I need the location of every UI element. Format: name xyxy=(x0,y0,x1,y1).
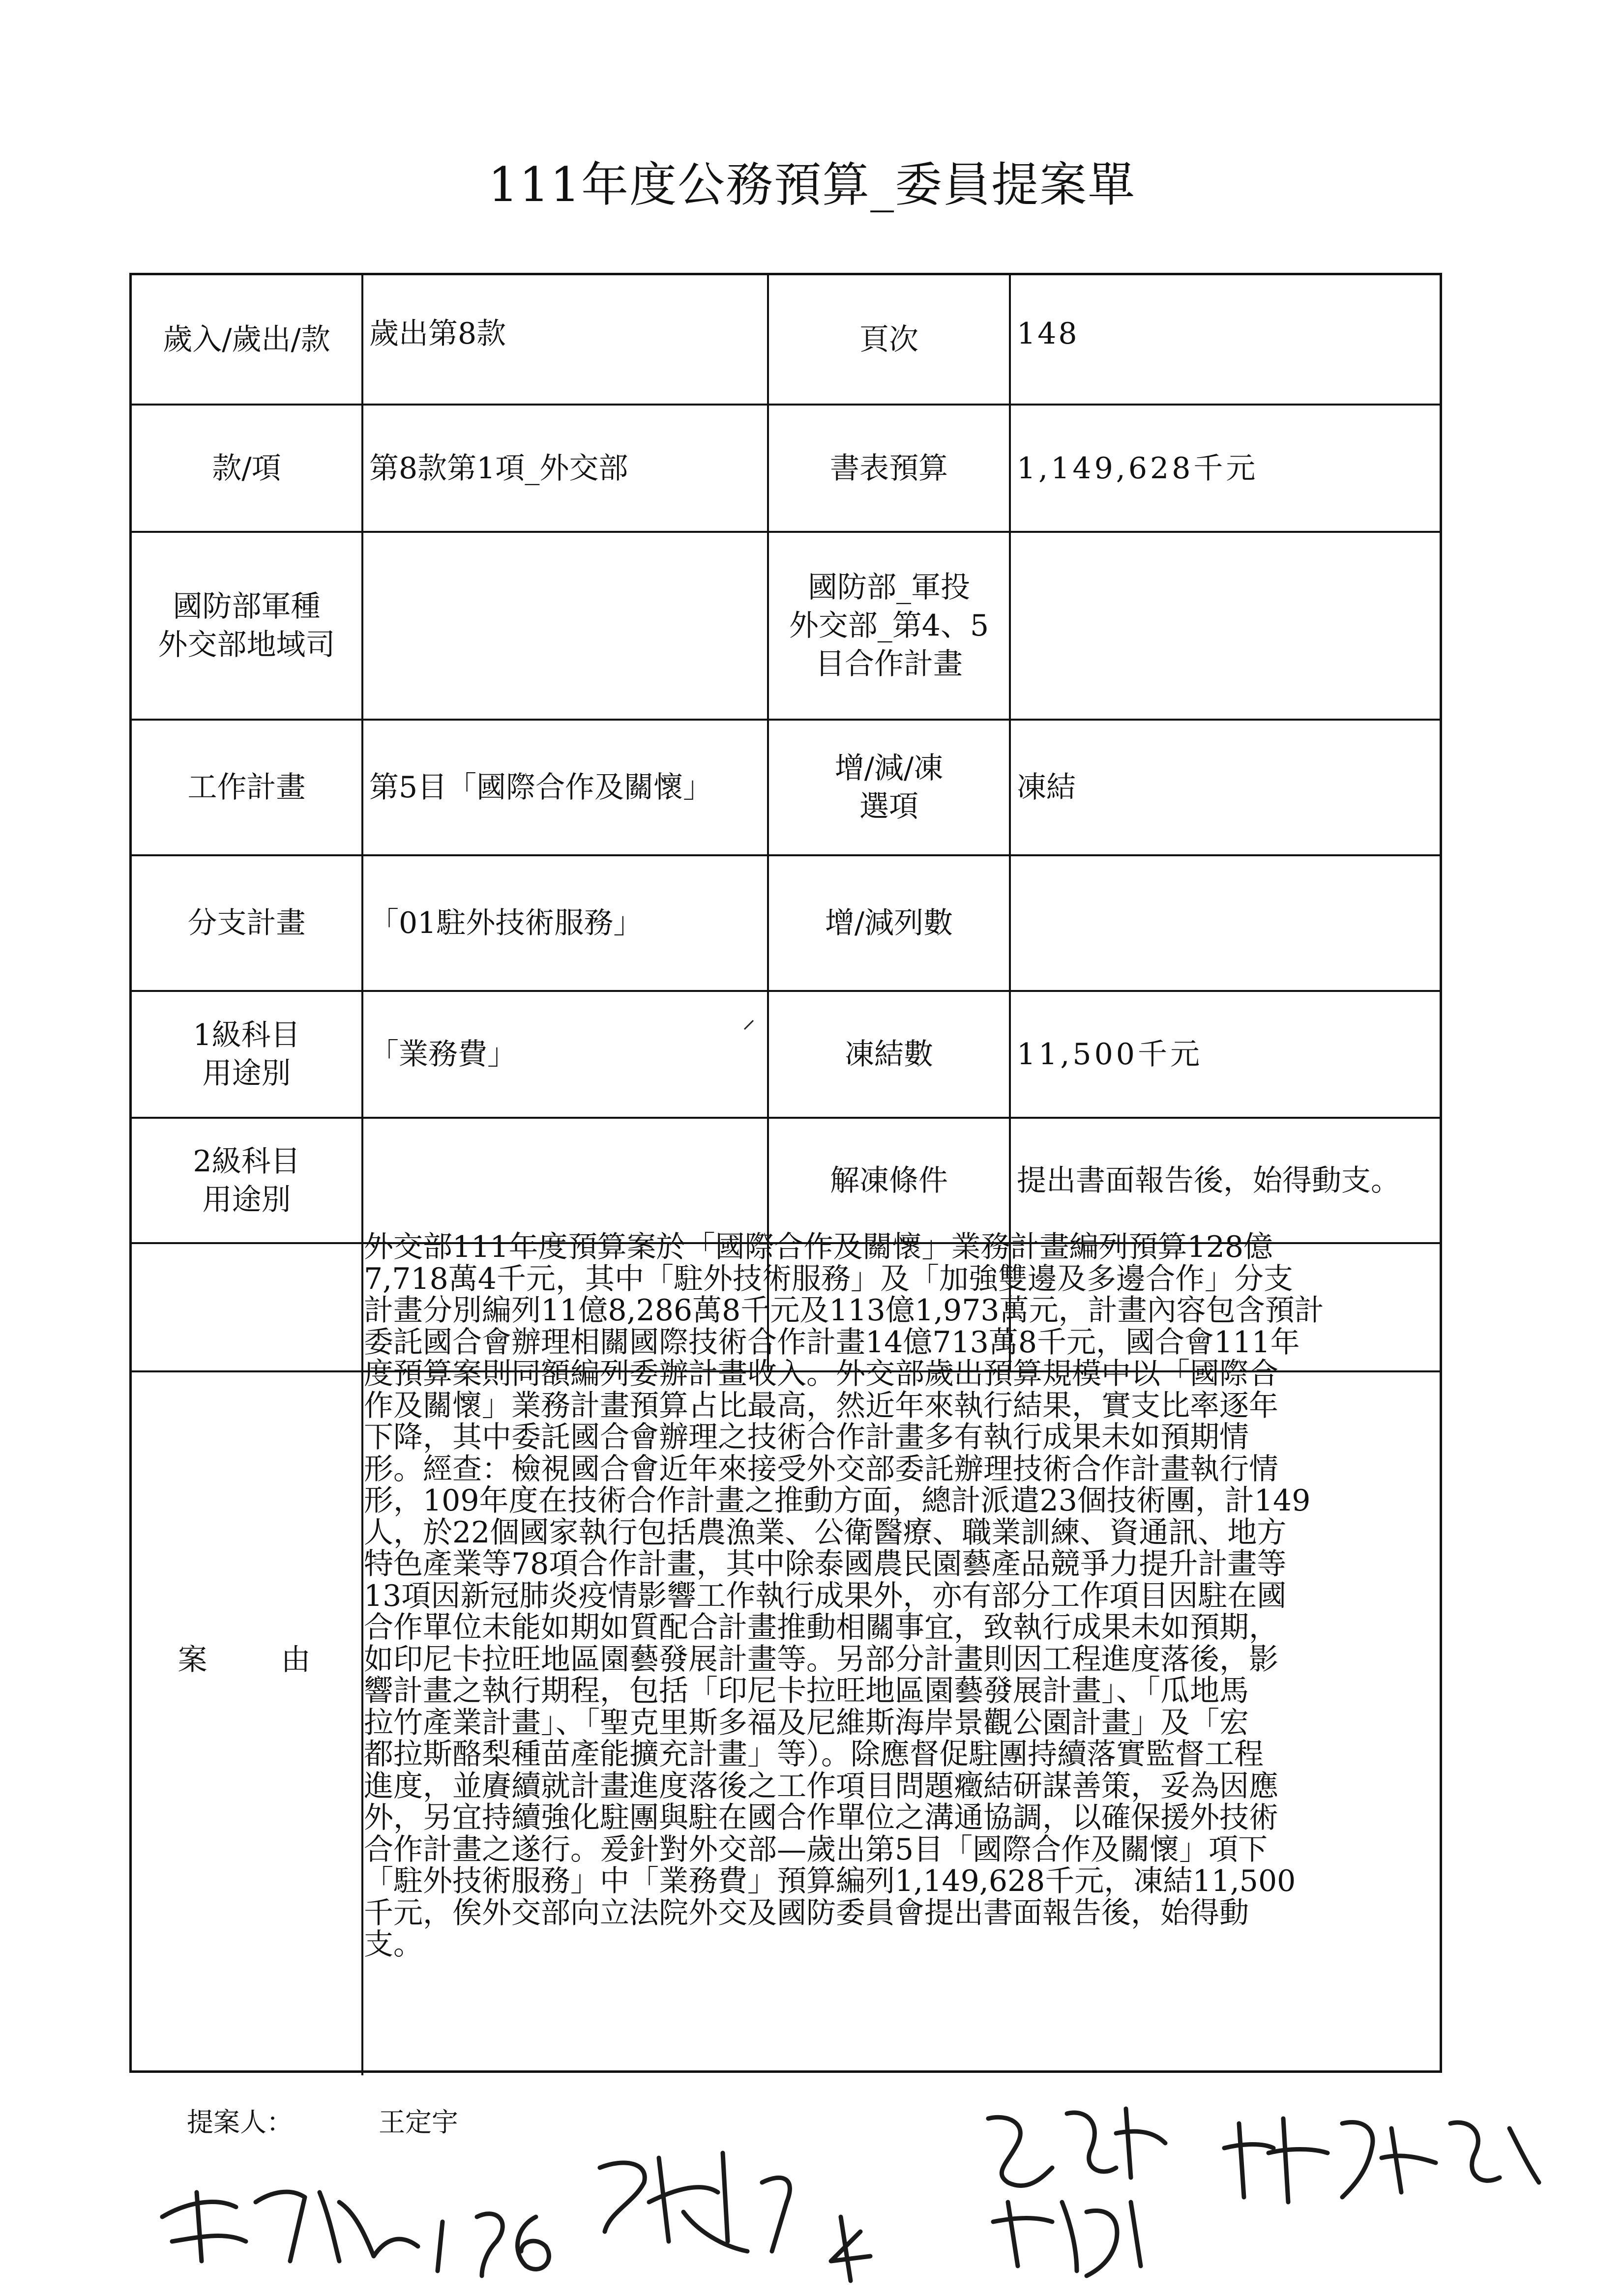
value-adjust-amount xyxy=(1011,856,1444,990)
reason-text: 外交部111年度預算案於「國際合作及關懷」業務計畫編列預算128億 7,718萬4千元，其中「駐外技術服務」及「加強雙邊及多邊合作」分支 計畫分別編列11億8,286萬8千元及113億1,973萬元，計畫內容包含預計 委託國合會辦理相關國際技術合作計畫14億713萬8千元，國合會111年 度預算案則同額編列委辦計畫收入。外交部歲出預算規模中以「國際合 作及關懷」業務計畫預算占比最高，然近年來執行結果，實支比率逐年 下降，其中委託國合會辦理之技術合作計畫多有執行成果未如預期情 形。經查：檢視國合會近年來接受外交部委託辦理技術合作計畫執行情 形，109年度在技術合作計畫之推動方面，總計派遣23個技術團，計149 人，於22個國家執行包括農漁業、公衛醫療、職業訓練、資通訊、地方 特色產業等78項合作計畫，其中除泰國農民園藝產品競爭力提升計畫等 13項因新冠肺炎疫情影響工作執行成果外，亦有部分工作項目因駐在國 合作單位未能如期如質配合計畫推動相關事宜，致執行成果未如預期， 如印尼卡拉旺地區園藝發展計畫等。另部分計畫則因工程進度落後，影 響計畫之執行期程，包括「印尼卡拉旺地區園藝發展計畫」、「瓜地馬 拉竹產業計畫」、「聖克里斯多福及尼維斯海岸景觀公園計畫」及「宏 都拉斯酪梨種苗產能擴充計畫」等）。除應督促駐團持續落實監督工程 進度，並賡續就計畫進度落後之工作項目問題癥結研謀善策，妥為因應 外，另宜持續強化駐團與駐在國合作單位之溝通協調，以確保援外技術 合作計畫之遂行。爰針對外交部—歲出第5目「國際合作及關懷」項下 「駐外技術服務」中「業務費」預算編列1,149,628千元，凍結11,500 千元，俟外交部向立法院外交及國防委員會提出書面報告後，始得動 支。 xyxy=(364,1230,1324,1962)
label-page-number: 頁次 xyxy=(859,322,918,357)
label-program-scope xyxy=(769,533,1009,719)
label-adjust-option-line1: 增/減/凍 xyxy=(834,751,944,785)
label-adjust-option-line2: 選項 xyxy=(859,789,918,824)
label-level1-purpose-line1: 1級科目 xyxy=(193,1018,300,1052)
value-budget-amount: 1,149,628千元 xyxy=(1017,451,1259,486)
label-program-scope-line2: 外交部_第4、5 xyxy=(789,609,989,643)
label-adjust-amount: 增/減列數 xyxy=(825,906,953,940)
value-level2-purpose xyxy=(363,1119,767,1242)
value-branch-plan: 「01駐外技術服務」 xyxy=(369,906,643,940)
label-program-scope-line3: 目合作計畫 xyxy=(815,647,963,681)
value-freeze-amount: 11,500千元 xyxy=(1017,1037,1203,1072)
label-level2-purpose xyxy=(132,1119,361,1242)
label-section-item: 款/項 xyxy=(212,451,281,486)
handwritten-signatures xyxy=(143,2055,1568,2291)
label-budget-amount: 書表預算 xyxy=(830,451,948,486)
label-level1-purpose xyxy=(132,992,361,1117)
label-freeze-amount: 凍結數 xyxy=(845,1037,933,1072)
label-work-plan: 工作計畫 xyxy=(187,770,306,805)
label-department-line1: 國防部軍種 xyxy=(173,589,321,624)
stray-mark xyxy=(742,1017,757,1032)
value-budget-category: 歲出第8款 xyxy=(369,317,506,351)
proposer-name: 王定宇 xyxy=(379,2107,458,2138)
label-level2-purpose-line2: 用途別 xyxy=(202,1182,291,1217)
value-program-scope xyxy=(1011,533,1444,719)
label-program-scope-line1: 國防部_軍投 xyxy=(808,570,970,605)
label-branch-plan: 分支計畫 xyxy=(187,906,306,940)
value-work-plan: 第5目「國際合作及關懷」 xyxy=(369,770,713,805)
value-page-number: 148 xyxy=(1017,317,1079,351)
label-department-line2: 外交部地域司 xyxy=(158,628,335,662)
value-unfreeze-condition: 提出書面報告後，始得動支。 xyxy=(1017,1163,1400,1198)
label-reason: 案 由 xyxy=(177,1642,316,1677)
label-budget-category: 歲入/歲出/款 xyxy=(163,322,330,357)
value-level1-purpose: 「業務費」 xyxy=(369,1037,517,1072)
label-level1-purpose-line2: 用途別 xyxy=(202,1056,291,1091)
value-section-item: 第8款第1項_外交部 xyxy=(369,451,628,486)
label-unfreeze-condition: 解凍條件 xyxy=(830,1163,948,1198)
label-department xyxy=(132,533,361,719)
proposer-label: 提案人： xyxy=(187,2107,293,2138)
form-title: 111年度公務預算_委員提案單 xyxy=(488,157,1136,212)
value-department xyxy=(363,533,767,719)
label-level2-purpose-line1: 2級科目 xyxy=(193,1144,300,1179)
value-adjust-option: 凍結 xyxy=(1017,770,1076,805)
label-adjust-option xyxy=(769,721,1009,854)
